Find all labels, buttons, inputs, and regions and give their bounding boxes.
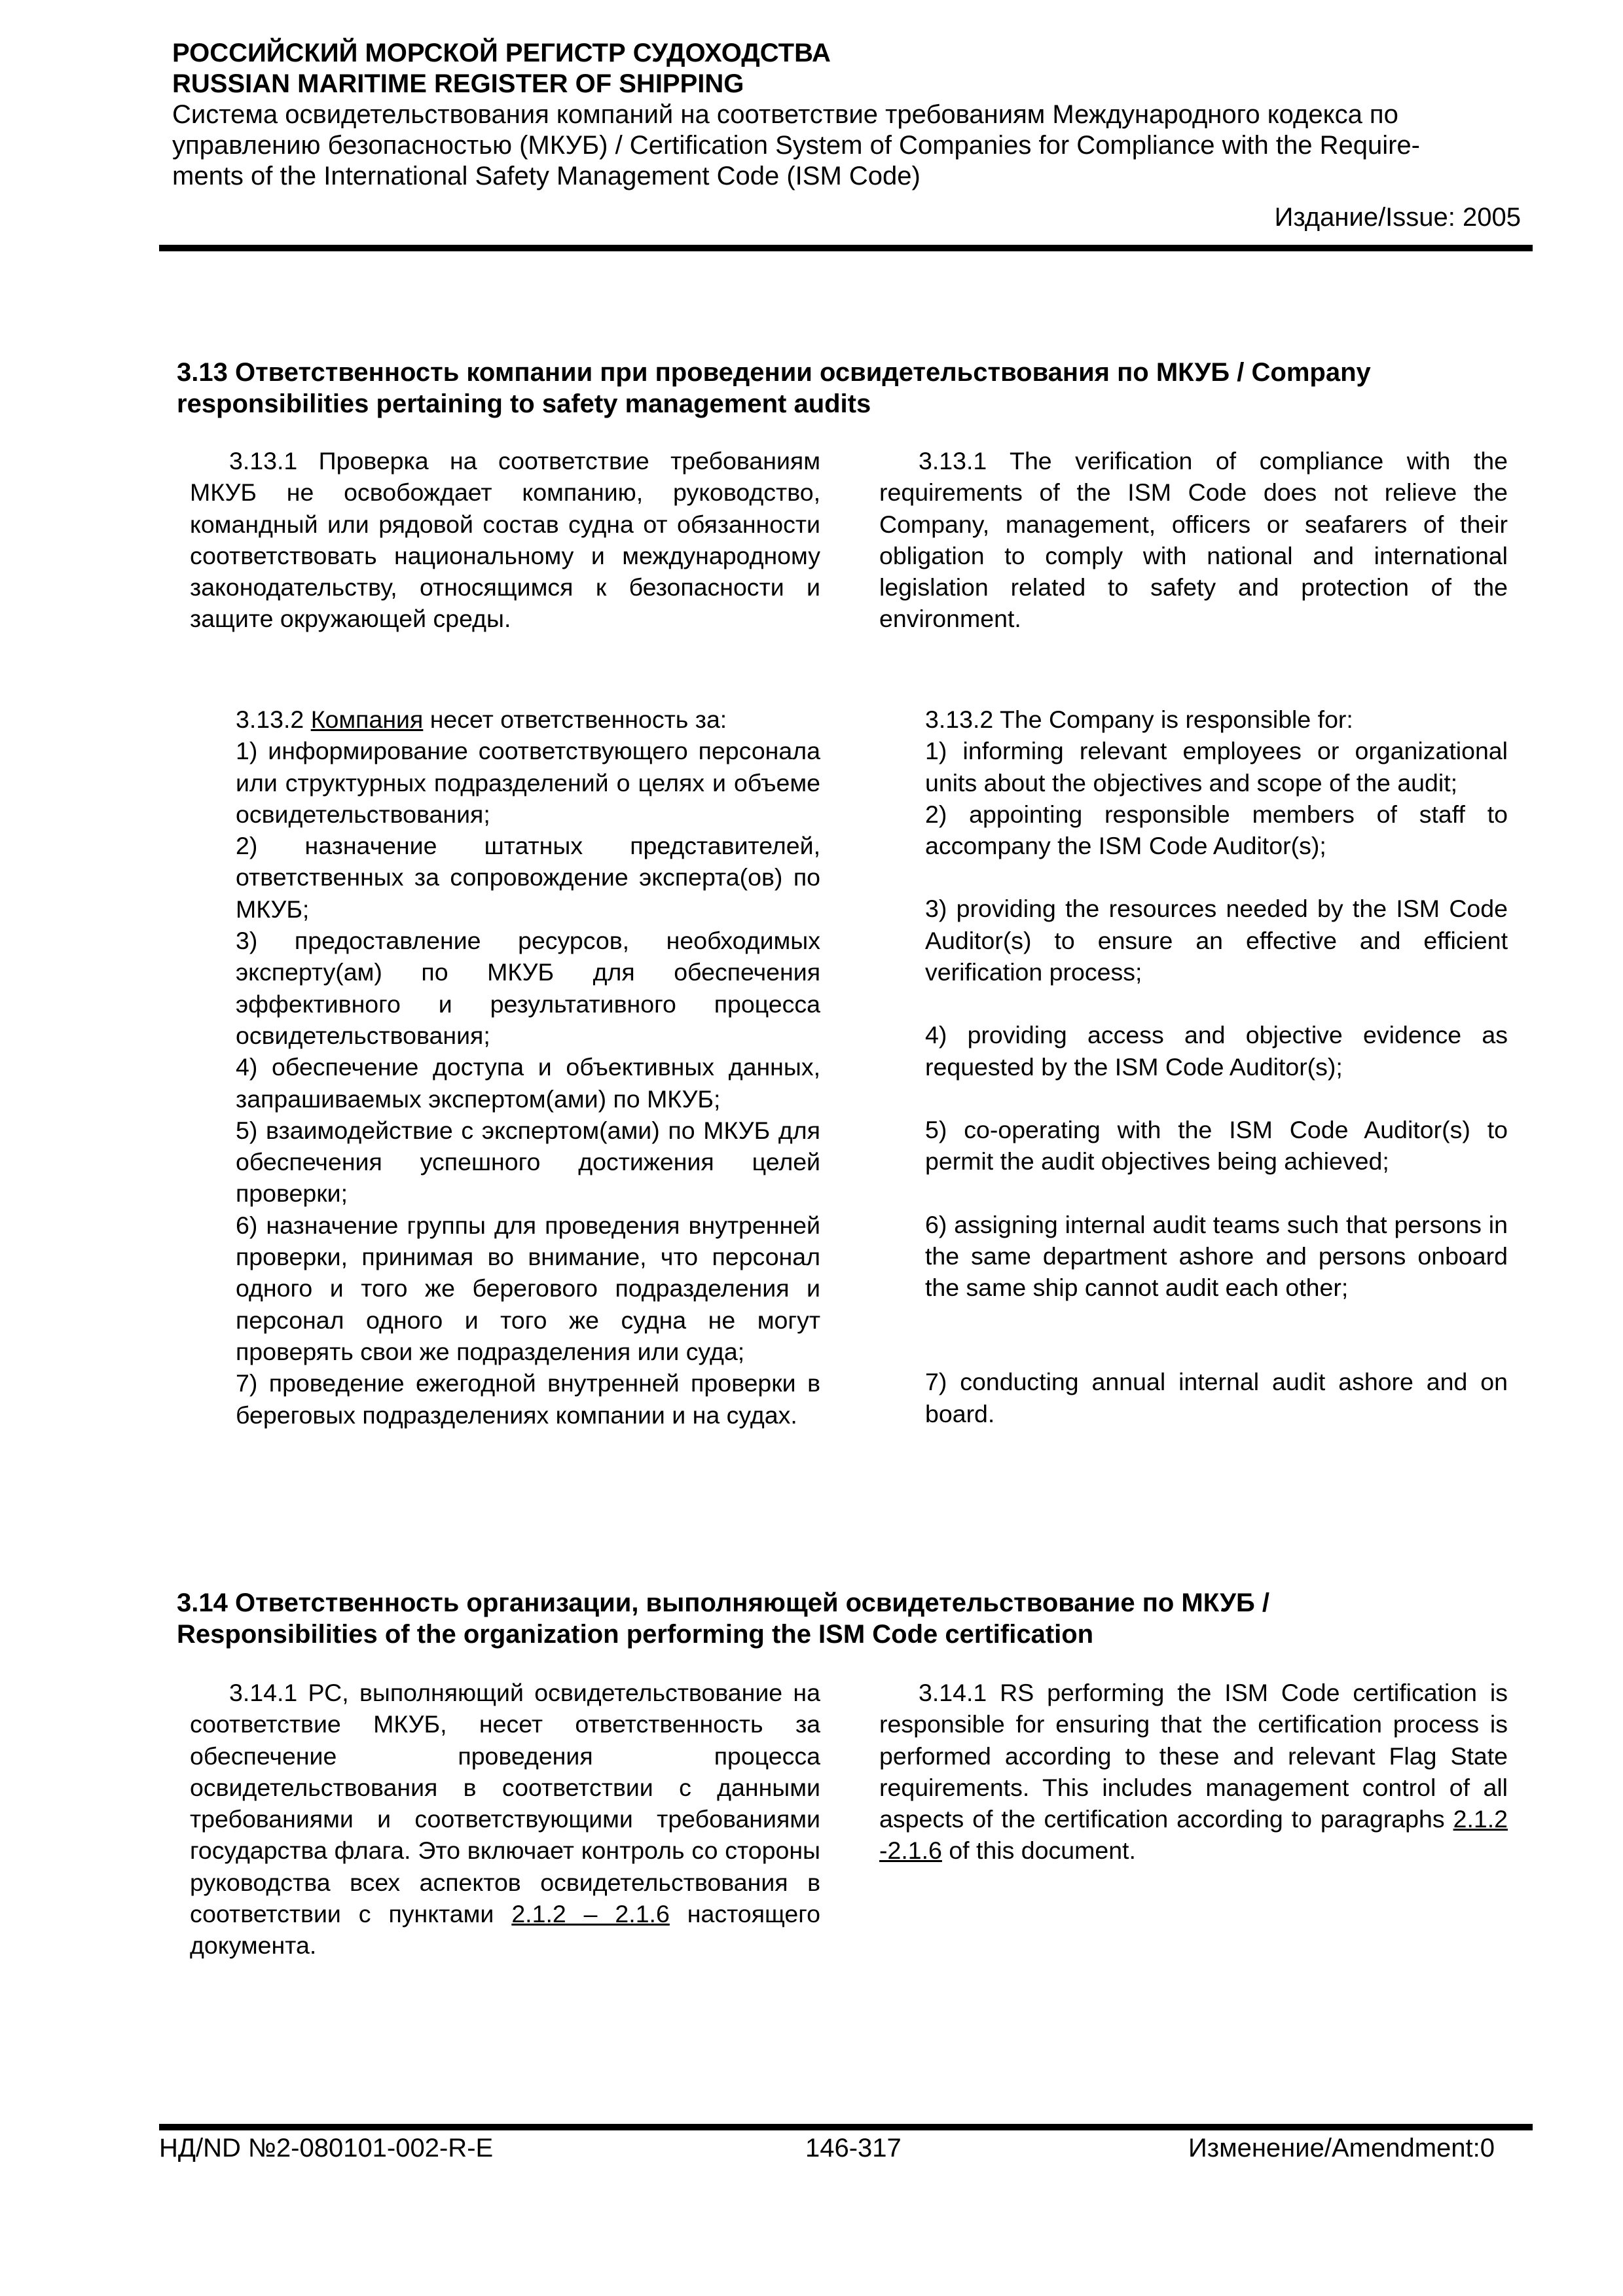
- para-3-13-1-ru-text: 3.13.1 Проверка на соответствие требованиям МКУБ не освобождает компанию, руководство, командный или рядовой состав судна от обязанности соответствовать национальному и международному законодательству, относящимся к безопасности и защите окружающей среды.: [190, 447, 820, 633]
- para-3-14-1-en-text: [879, 1677, 1508, 1867]
- list-item-ru-1: 1) информирование соответствующего персонала или структурных подразделений о целях и объеме освидетельствования;: [236, 737, 820, 828]
- section-3-13-title: [177, 357, 1486, 420]
- para-3-14-1-en: [879, 1677, 1508, 1867]
- para-3-13-2-en-intro: 3.13.2 The Company is responsible for:: [925, 706, 1353, 733]
- list-item-en-4: 4) providing access and objective evidence as requested by the ISM Code Auditor(s);: [925, 1021, 1508, 1081]
- list-item-en-3: 3) providing the resources needed by the ISM Code Auditor(s) to ensure an effective and efficient verification process;: [925, 895, 1508, 986]
- system-title-line-2: управлению безопасностью (МКУБ) / Certification System of Companies for Compliance with the Require-: [172, 131, 1420, 160]
- footer-rule: [159, 2124, 1533, 2130]
- list-item-en-6: 6) assigning internal audit teams such that persons in the same department ashore and persons onboard the same ship cannot audit each other;: [925, 1210, 1508, 1302]
- list-item-ru-5: 5) взаимодействие с экспертом(ами) по МКУБ для обеспечения успешного достижения целей проверки;: [236, 1116, 820, 1208]
- list-item-en-7: 7) conducting annual internal audit ashore and on board.: [925, 1368, 1508, 1427]
- paragraph-ref-link-en: 2.1.2 -2.1.6: [879, 1805, 1508, 1865]
- header-rule: [159, 245, 1533, 251]
- section-3-14-title: [177, 1587, 1486, 1650]
- footer-page-number: 146-317: [805, 2134, 902, 2162]
- list-item-en-1: 1) informing relevant employees or organizational units about the objectives and scope of the audit;: [925, 737, 1508, 797]
- footer-amendment: Изменение/Amendment:0: [1188, 2134, 1495, 2162]
- system-title-line-1: Система освидетельствования компаний на соответствие требованиям Международного кодекса по: [172, 100, 1398, 129]
- page-header: [172, 38, 1521, 233]
- para-3-14-1-ru-text: [190, 1677, 820, 1962]
- company-term-link: Компания: [310, 706, 424, 733]
- footer-doc-number: НД/ND №2-080101-002-R-E: [159, 2134, 494, 2162]
- para-3-14-1-en-end: of this document.: [941, 1837, 1136, 1865]
- spacer: [925, 1303, 1508, 1366]
- list-item-ru-6: 6) назначение группы для проведения внутренней проверки, принимая во внимание, что персонал одного и того же берегового подразделения и персонал одного и того же судна не могут проверять свои же подразделения или суда;: [236, 1211, 820, 1365]
- spacer: [925, 988, 1508, 1019]
- para-3-13-2-en: [925, 704, 1508, 1429]
- para-3-13-1-en: [879, 445, 1508, 635]
- para-3-14-1-ru: [190, 1677, 820, 1962]
- list-item-ru-7: 7) проведение ежегодной внутренней проверки в береговых подразделениях компании и на судах.: [236, 1369, 820, 1429]
- para-3-13-1-ru: [190, 445, 820, 635]
- section-3-13-title-line-1: 3.13 Ответственность компании при проведении освидетельствования по МКУБ / Company: [177, 358, 1371, 387]
- list-item-ru-4: 4) обеспечение доступа и объективных данных, запрашиваемых экспертом(ами) по МКУБ;: [236, 1053, 820, 1113]
- para-3-14-1-ru-end: настоящего документа.: [190, 1900, 820, 1960]
- para-3-13-1-en-text: 3.13.1 The verification of compliance with the requirements of the ISM Code does not relieve the Company, management, officers or seafarers of their obligation to comply with national and international legislation related to safety and protection of the environment.: [879, 447, 1508, 633]
- paragraph-ref-link-ru: 2.1.2 – 2.1.6: [511, 1900, 670, 1928]
- section-3-14-title-line-1: 3.14 Ответственность организации, выполняющей освидетельствование по МКУБ /: [177, 1588, 1269, 1617]
- system-title-line-3: ments of the International Safety Management Code (ISM Code): [172, 162, 921, 190]
- section-3-13-title-line-2: responsibilities pertaining to safety management audits: [177, 389, 871, 418]
- issue-label: Издание/Issue: 2005: [1274, 203, 1521, 232]
- list-item-ru-3: 3) предоставление ресурсов, необходимых эксперту(ам) по МКУБ для обеспечения эффективного и результативного процесса освидетельствования;: [236, 927, 820, 1049]
- section-3-14-title-line-2: Responsibilities of the organization performing the ISM Code certification: [177, 1620, 1094, 1649]
- list-item-en-5: 5) co-operating with the ISM Code Auditor(s) to permit the audit objectives being achieved;: [925, 1115, 1508, 1175]
- para-3-13-2-ru-prefix: 3.13.2: [236, 706, 311, 733]
- spacer: [925, 1083, 1508, 1114]
- list-item-en-2: 2) appointing responsible members of staff to accompany the ISM Code Auditor(s);: [925, 800, 1508, 860]
- para-3-13-2-ru-intro: [236, 704, 820, 735]
- para-3-14-1-en-main: 3.14.1 RS performing the ISM Code certification is responsible for ensuring that the certification process is performed according to these and relevant Flag State requirements. This includes management control of all aspects of the certification according to paragraphs: [879, 1679, 1508, 1833]
- para-3-14-1-ru-main: 3.14.1 РС, выполняющий освидетельствование на соответствие МКУБ, несет ответственность за обеспечение проведения процесса освидетельствования в соответствии с данными требованиями и соответствующими требованиями государства флага. Это включает контроль со стороны руководства всех аспектов освидетельствования в соответствии с пунктами: [190, 1679, 820, 1928]
- spacer: [925, 1177, 1508, 1209]
- para-3-13-2-ru: [236, 704, 820, 1431]
- org-name-en: RUSSIAN MARITIME REGISTER OF SHIPPING: [172, 69, 744, 98]
- list-item-ru-2: 2) назначение штатных представителей, ответственных за сопровождение эксперта(ов) по МКУБ;: [236, 832, 820, 923]
- spacer: [925, 861, 1508, 893]
- org-name-ru: РОССИЙСКИЙ МОРСКОЙ РЕГИСТР СУДОХОДСТВА: [172, 39, 831, 67]
- para-3-13-2-ru-suffix: несет ответственность за:: [423, 706, 727, 733]
